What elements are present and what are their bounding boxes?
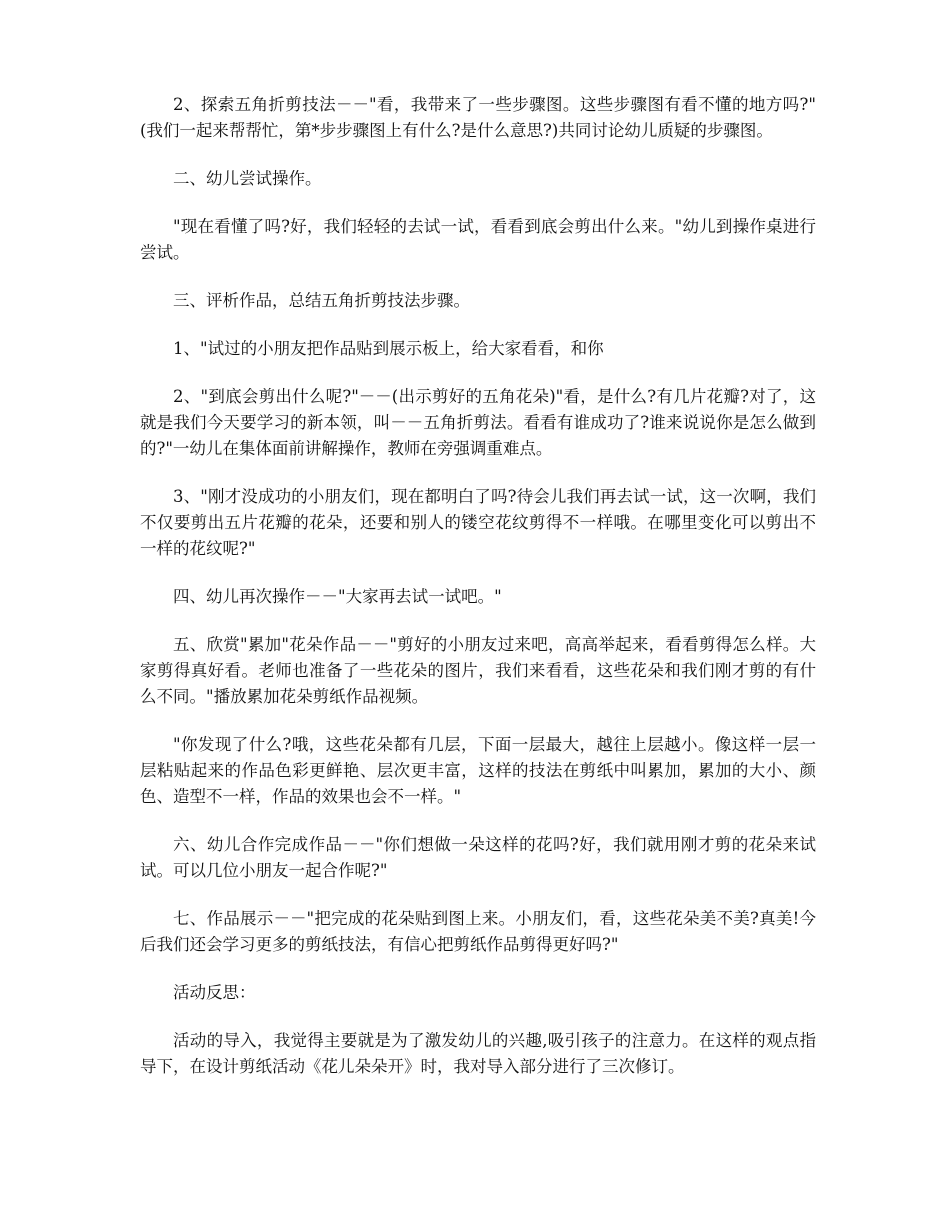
paragraph-reflection-intro: 活动的导入，我觉得主要就是为了激发幼儿的兴趣,吸引孩子的注意力。在这样的观点指导下，在设计剪纸活动《花儿朵朵开》时，我对导入部分进行了三次修订。 [140,1031,816,1076]
document-body [140,92,816,1102]
paragraph-step-2-show-flower: 2、"到底会剪出什么呢?"－－(出示剪好的五角花朵)"看，是什么?有几片花瓣?对了，这就是我们今天要学习的新本领，叫－－五角折剪法。看看有谁成功了?谁来说说你是怎么做到的?"一幼儿在集体面前讲解操作，教师在旁强调重难点。 [140,387,816,458]
paragraph-step-3-retry: 3、"刚才没成功的小朋友们，现在都明白了吗?待会儿我们再去试一试，这一次啊，我们不仅要剪出五片花瓣的花朵，还要和别人的镂空花纹剪得不一样哦。在哪里变化可以剪出不一样的花纹呢?" [140,487,816,558]
paragraph-step-2-explore: 2、探索五角折剪技法－－"看，我带来了一些步骤图。这些步骤图有看不懂的地方吗?"(我们一起来帮帮忙，第*步步骤图上有什么?是什么意思?)共同讨论幼儿质疑的步骤图。 [140,95,816,140]
section-heading-operate-again: 四、幼儿再次操作－－"大家再去试一试吧。" [173,587,502,606]
section-heading-children-try: 二、幼儿尝试操作。 [173,169,322,188]
section-heading-evaluate-works: 三、评析作品，总结五角折剪技法步骤。 [173,291,470,310]
paragraph-try-at-table: "现在看懂了吗?好，我们轻轻的去试一试，看看到底会剪出什么来。"幼儿到操作桌进行尝试。 [140,217,816,262]
section-heading-exhibition: 七、作品展示－－"把完成的花朵贴到图上来。小朋友们，看，这些花朵美不美?真美!今后我们还会学习更多的剪纸技法，有信心把剪纸作品剪得更好吗?" [140,909,816,954]
section-heading-reflection: 活动反思： [173,983,256,1002]
paragraph-layering-explanation: "你发现了什么?哦，这些花朵都有几层，下面一层最大，越往上层越小。像这样一层一层粘贴起来的作品色彩更鲜艳、层次更丰富，这样的技法在剪纸中叫累加，累加的大小、颜色、造型不一样，作品的效果也会不一样。" [140,735,816,806]
section-heading-cooperate: 六、幼儿合作完成作品－－"你们想做一朵这样的花吗?好，我们就用刚才剪的花朵来试试。可以几位小朋友一起合作呢?" [140,835,816,880]
section-heading-appreciate-layered: 五、欣赏"累加"花朵作品－－"剪好的小朋友过来吧，高高举起来，看看剪得怎么样。大家剪得真好看。老师也准备了一些花朵的图片，我们来看看，这些花朵和我们刚才剪的有什么不同。"播放累加花朵剪纸作品视频。 [140,635,816,706]
paragraph-step-1-display: 1、"试过的小朋友把作品贴到展示板上，给大家看看，和你 [173,339,604,358]
